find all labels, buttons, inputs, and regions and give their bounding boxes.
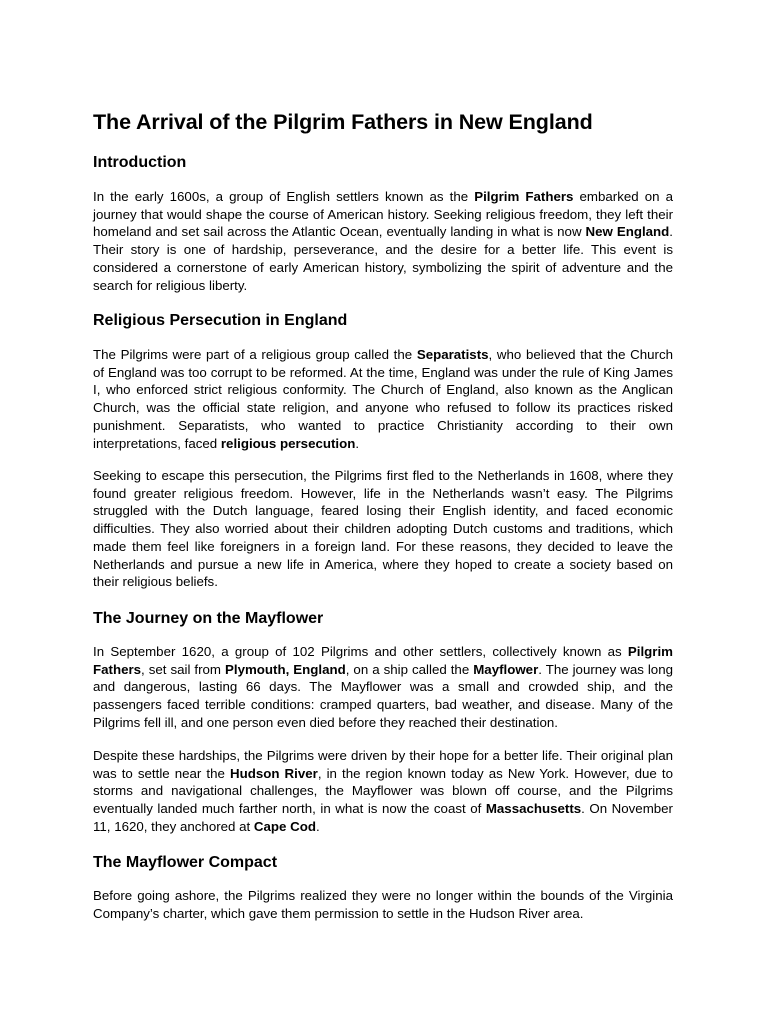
bold-term: Massachusetts — [485, 801, 582, 817]
paragraph-introduction-1 — [93, 188, 673, 294]
text-run: , on a ship called the — [345, 661, 474, 677]
text-run: . — [315, 818, 320, 834]
text-run: . On November 11, 1620, they anchored at — [93, 801, 673, 834]
section-heading-religious-persecution: Religious Persecution in England — [93, 312, 348, 329]
text-run: Before going ashore, the Pilgrims realized they were no longer within the bounds of the Virginia Company’s charter, which gave them permission to settle in the Hudson River area. — [93, 888, 673, 921]
text-run: The Pilgrims were part of a religious group called the — [93, 347, 417, 362]
text-run: , in the region known today as New York. However, due to storms and navigational challenges, the Mayflower was blown off course, and the Pilgrims eventually landed much farther north, in what is now the coast of — [93, 765, 673, 817]
paragraph-persecution-2 — [93, 467, 673, 591]
paragraph-compact-1 — [93, 887, 673, 922]
bold-term: Mayflower — [473, 661, 539, 677]
text-run: . The journey was long and dangerous, lasting 66 days. The Mayflower was a small and crowded ship, and the passengers faced terrible conditions: cramped quarters, bad weather, and disease. Many of the Pilgrims fell ill, and one person even died before they reached their destination. — [93, 661, 673, 730]
text-run: In September 1620, a group of 102 Pilgrims and other settlers, collectively known as — [93, 644, 628, 659]
bold-term: Plymouth, England — [225, 661, 346, 677]
text-run: , who believed that the Church of England was too corrupt to be reformed. At the time, England was under the rule of King James I, who enforced strict religious conformity. The Church of England, also known as the Anglican Church, was the official state religion, and anyone who refused to follow its practices risked punishment. Separatists, who wanted to practice Christianity according to their own interpretations, faced — [93, 347, 674, 451]
text-run: In the early 1600s, a group of English settlers known as the — [93, 189, 475, 204]
bold-term: Cape Cod — [253, 818, 316, 834]
paragraph-journey-2 — [93, 747, 673, 836]
paragraph-journey-1 — [93, 643, 673, 732]
bold-term: Separatists — [416, 347, 489, 362]
paragraph-persecution-1 — [93, 346, 673, 452]
section-heading-introduction: Introduction — [93, 154, 187, 171]
bold-term: Pilgrim Fathers — [474, 189, 574, 204]
text-run: Despite these hardships, the Pilgrims were driven by their hope for a better life. Their original plan was to settle near the — [93, 748, 673, 781]
text-run: embarked on a journey that would shape the course of American history. Seeking religious freedom, they left their homeland and set sail across the Atlantic Ocean, eventually landing in what is now — [93, 189, 673, 240]
bold-term: religious persecution — [220, 435, 356, 451]
section-heading-mayflower-compact: The Mayflower Compact — [93, 854, 278, 871]
text-run: Seeking to escape this persecution, the Pilgrims first fled to the Netherlands in 1608, where they found greater religious freedom. However, life in the Netherlands wasn’t easy. The Pilgrims struggled with the Dutch language, feared losing their English identity, and faced economic difficulties. They also worried about their children adopting Dutch customs and traditions, which made them feel like foreigners in a foreign land. For these reasons, they decided to leave the Netherlands and pursue a new life in America, where they hoped to create a society based on their religious beliefs. — [93, 468, 673, 590]
bold-term: Pilgrim Fathers — [93, 644, 673, 677]
text-run: . Their story is one of hardship, perseverance, and the desire for a better life. This event is considered a cornerstone of early American history, symbolizing the spirit of adventure and the search for religious liberty. — [93, 224, 673, 293]
bold-term: New England — [585, 224, 670, 240]
text-run: , set sail from — [141, 661, 226, 677]
section-heading-mayflower-journey: The Journey on the Mayflower — [93, 610, 324, 627]
text-run: . — [355, 435, 360, 451]
document-title: The Arrival of the Pilgrim Fathers in New England — [93, 110, 593, 134]
bold-term: Hudson River — [229, 765, 318, 781]
